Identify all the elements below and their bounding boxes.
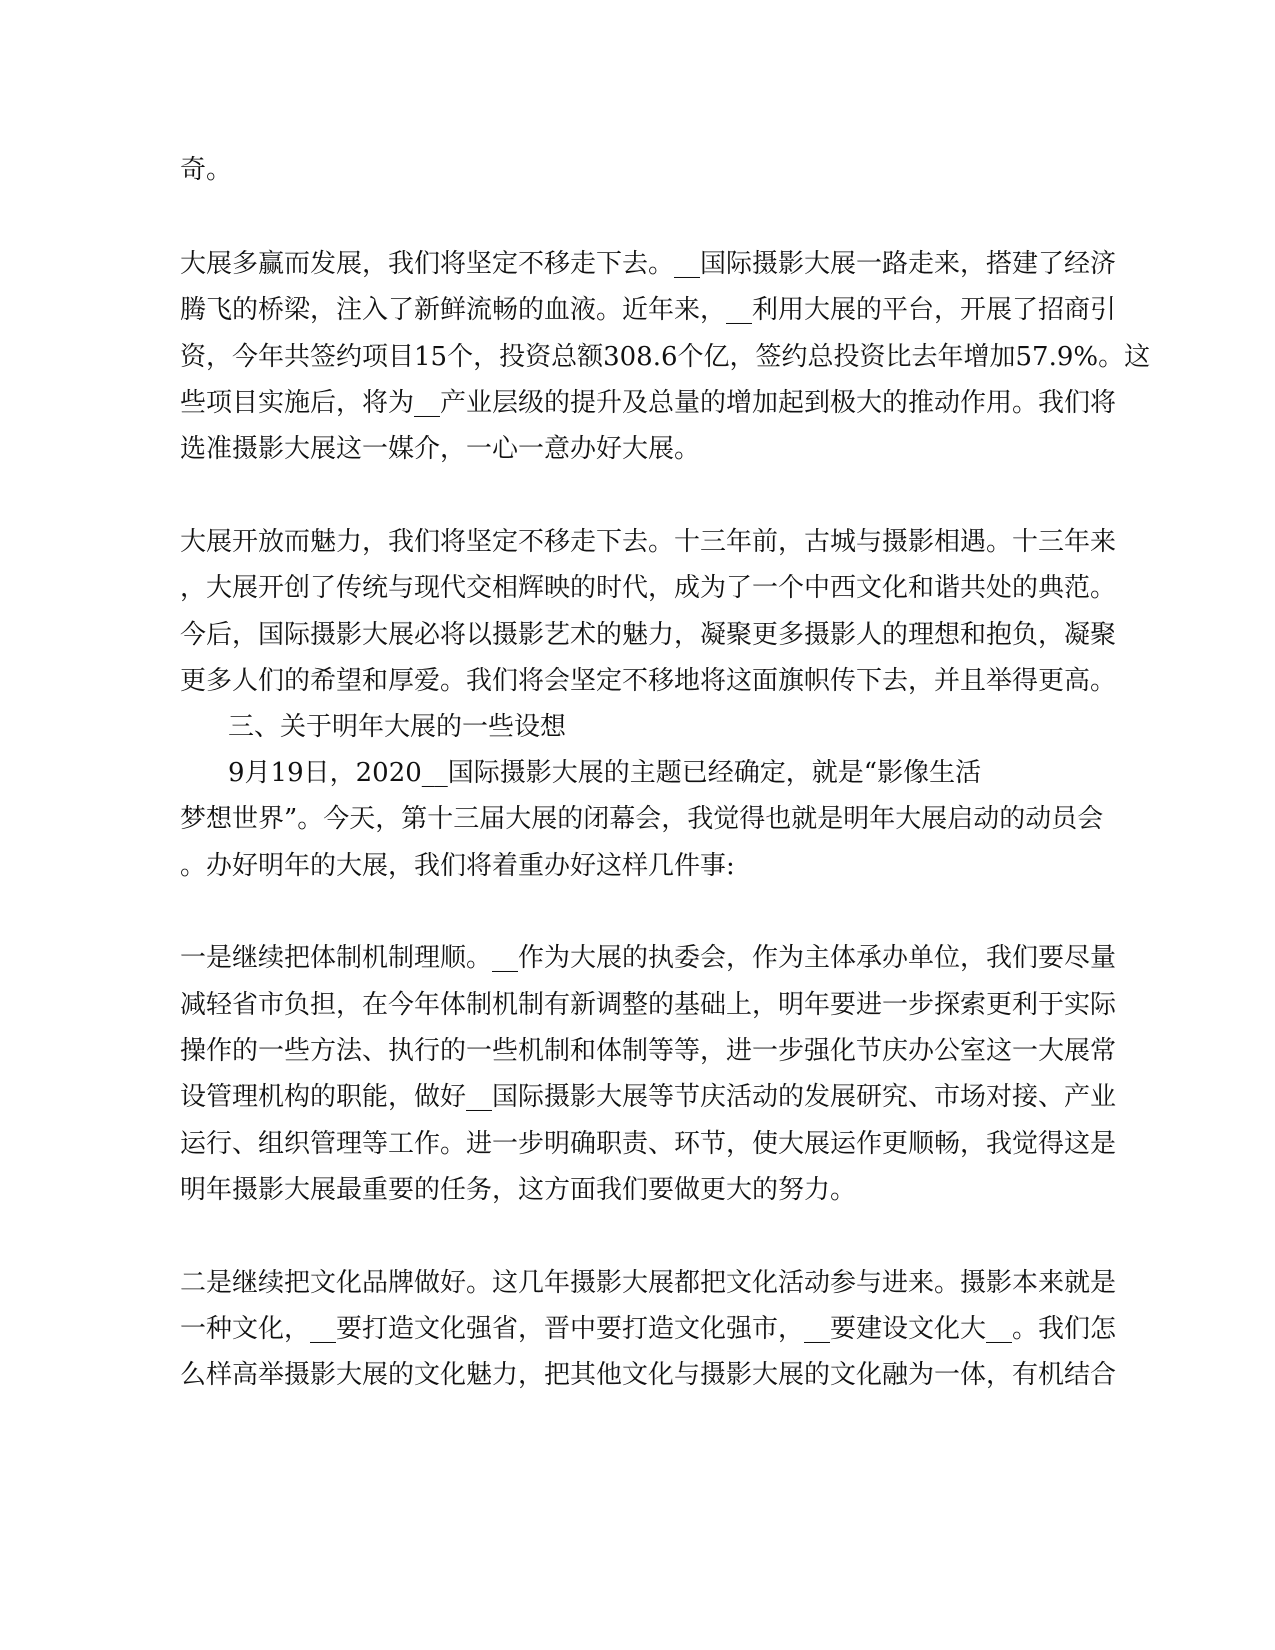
text-line: 更多人们的希望和厚爱。我们将会坚定不移地将这面旗帜传下去，并且举得更高。: [180, 666, 1117, 696]
text-line: 明年摄影大展最重要的任务，这方面我们要做更大的努力。: [180, 1175, 857, 1205]
text-line: 资，今年共签约项目15个，投资总额308.6个亿，签约总投资比去年增加57.9%。这: [180, 342, 1151, 372]
text-line: 设管理机构的职能，做好__国际摄影大展等节庆活动的发展研究、市场对接、产业: [180, 1082, 1117, 1112]
text-line: 一是继续把体制机制理顺。__作为大展的执委会，作为主体承办单位，我们要尽量: [180, 943, 1117, 973]
text-line: 一种文化，__要打造文化强省，晋中要打造文化强市，__要建设文化大__。我们怎: [180, 1314, 1117, 1344]
text-line: 减轻省市负担，在今年体制机制有新调整的基础上，明年要进一步探索更利于实际: [180, 990, 1117, 1020]
text-line: 梦想世界”。今天，第十三届大展的闭幕会，我觉得也就是明年大展启动的动员会: [180, 804, 1104, 834]
text-line: 运行、组织管理等工作。进一步明确职责、环节，使大展运作更顺畅，我觉得这是: [180, 1129, 1117, 1159]
text-line: 大展多赢而发展，我们将坚定不移走下去。__国际摄影大展一路走来，搭建了经济: [180, 249, 1117, 279]
text-line: 些项目实施后，将为__产业层级的提升及总量的增加起到极大的推动作用。我们将: [180, 388, 1117, 418]
text-line: 大展开放而魅力，我们将坚定不移走下去。十三年前，古城与摄影相遇。十三年来: [180, 527, 1117, 557]
text-line: 选准摄影大展这一媒介，一心一意办好大展。: [180, 434, 701, 464]
text-line: 9月19日，2020__国际摄影大展的主题已经确定，就是“影像生活: [228, 758, 982, 788]
text-line: 腾飞的桥梁，注入了新鲜流畅的血液。近年来，__利用大展的平台，开展了招商引: [180, 295, 1117, 325]
text-line: 。办好明年的大展，我们将着重办好这样几件事:: [180, 851, 735, 881]
text-line: ，大展开创了传统与现代交相辉映的时代，成为了一个中西文化和谐共处的典范。: [180, 573, 1117, 603]
text-line: 今后，国际摄影大展必将以摄影艺术的魅力，凝聚更多摄影人的理想和抱负，凝聚: [180, 620, 1117, 650]
text-line: 奇。: [180, 155, 233, 185]
section-heading: 三、关于明年大展的一些设想: [228, 712, 567, 742]
text-line: 二是继续把文化品牌做好。这几年摄影大展都把文化活动参与进来。摄影本来就是: [180, 1268, 1117, 1298]
text-line: 操作的一些方法、执行的一些机制和体制等等，进一步强化节庆办公室这一大展常: [180, 1036, 1117, 1066]
text-line: 么样高举摄影大展的文化魅力，把其他文化与摄影大展的文化融为一体，有机结合: [180, 1360, 1117, 1390]
